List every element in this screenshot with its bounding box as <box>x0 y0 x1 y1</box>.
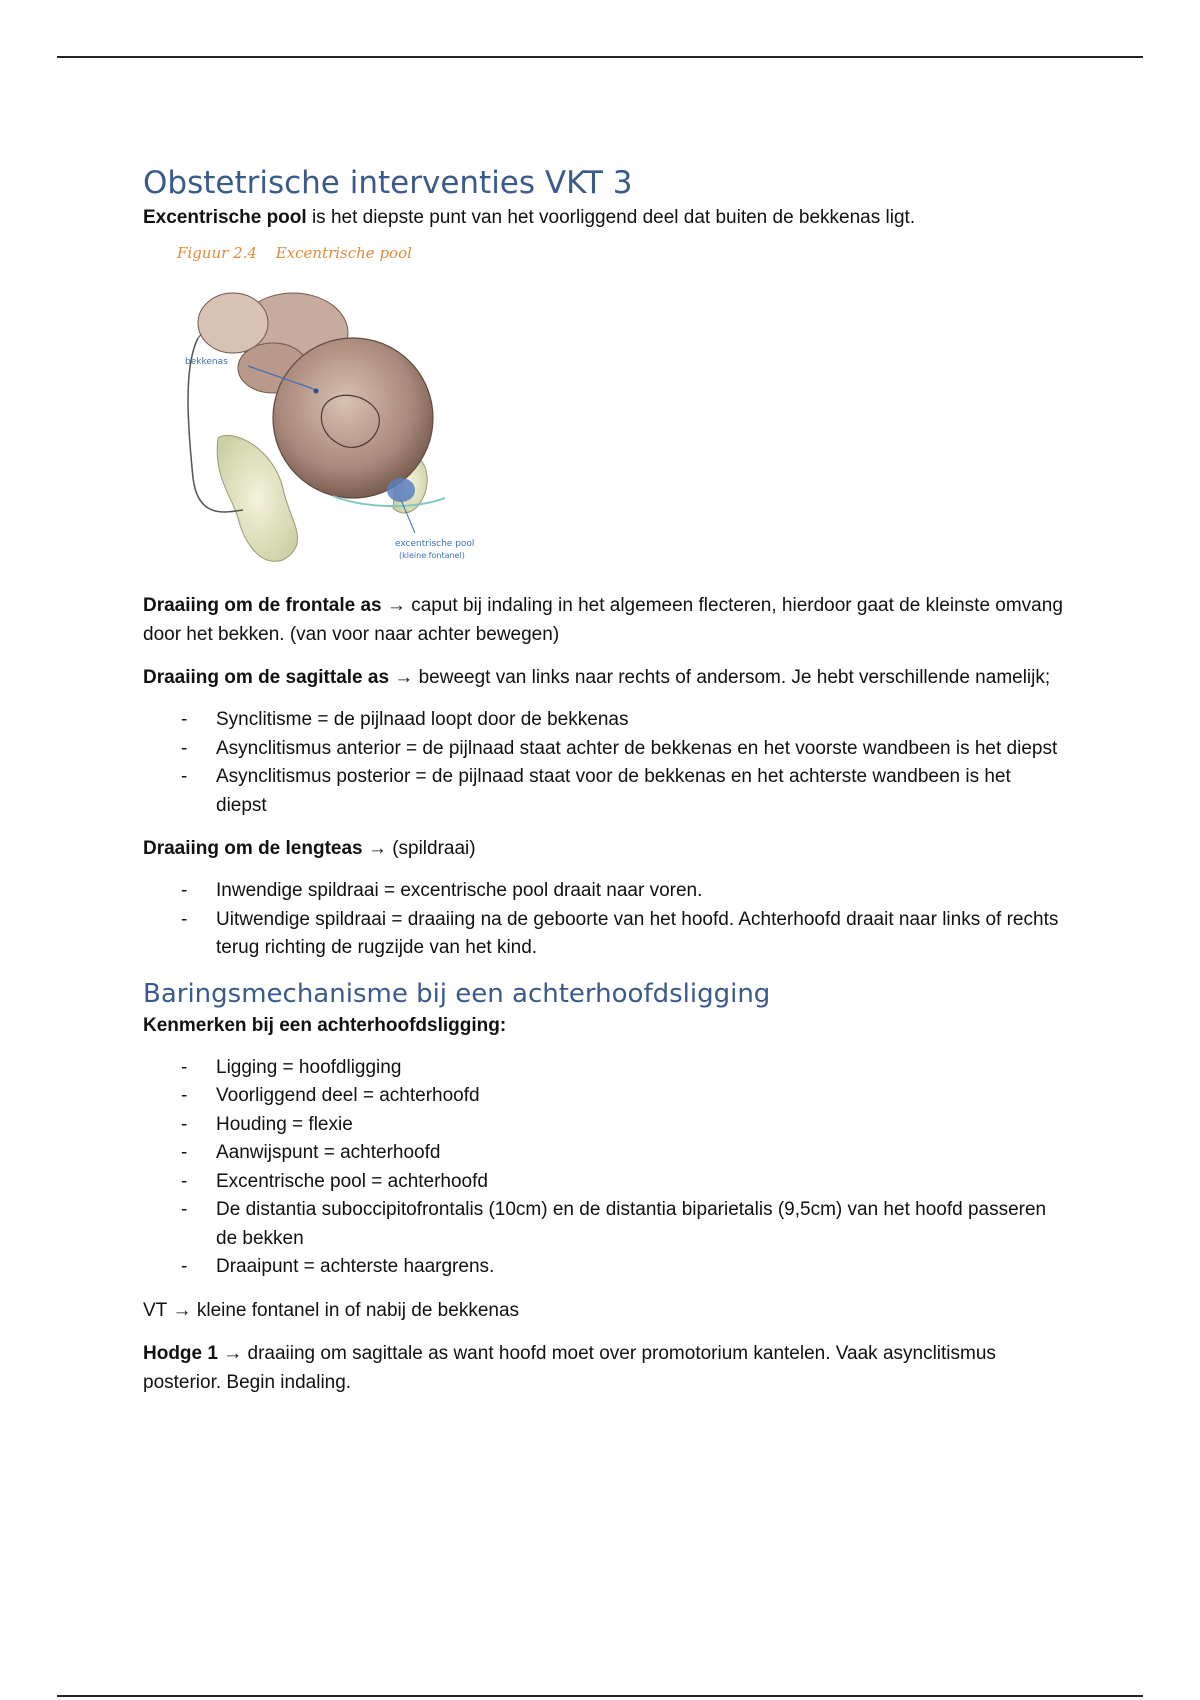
pelvis-illustration <box>163 278 475 578</box>
list-item <box>143 1111 1063 1140</box>
list-item <box>143 706 1063 735</box>
figure-caption-title: Excentrische pool <box>275 244 412 262</box>
term-sagittale-as: Draaiing om de sagittale as <box>143 667 390 688</box>
term-hodge: Hodge 1 <box>143 1342 218 1364</box>
list-item-text: Aanwijspunt = achterhoofd <box>216 1142 441 1163</box>
label-kleine-fontanel: (kleine fontanel) <box>399 551 465 560</box>
list-item-text: De distantia suboccipitofrontalis (10cm) en de distantia biparietalis (9,5cm) van het hoofd passeren de bekken <box>216 1199 1047 1249</box>
page-title: Obstetrische interventies VKT 3 <box>143 165 633 201</box>
dash-bullet: - <box>181 908 188 930</box>
dash-bullet: - <box>181 880 188 901</box>
list-item <box>143 763 1063 820</box>
paragraph-frontale-as <box>143 591 1063 649</box>
kenmerken-title <box>143 1011 1063 1040</box>
list-item-text: Synclitisme = de pijlnaad loopt door de bekkenas <box>216 709 629 730</box>
list-item <box>143 906 1063 963</box>
paragraph-hodge <box>143 1339 1063 1397</box>
dash-bullet: - <box>181 1085 188 1106</box>
list-item <box>143 735 1063 764</box>
list-item <box>143 1139 1063 1168</box>
footer-rule <box>57 1695 1143 1697</box>
arrow-icon: → <box>389 667 419 688</box>
list-item <box>143 1253 1063 1282</box>
dash-bullet: - <box>181 1256 188 1277</box>
document-body <box>143 163 1063 1397</box>
dash-bullet: - <box>181 1170 188 1192</box>
text-lengteas: (spildraai) <box>392 838 476 859</box>
section-heading: Baringsmechanisme bij een achterhoofdsligging <box>143 978 771 1009</box>
list-item <box>143 877 1063 906</box>
intro-paragraph <box>143 203 1063 232</box>
dash-bullet: - <box>181 709 188 730</box>
list-item-text: Asynclitismus posterior = de pijlnaad staat voor de bekkenas en het achterste wandbeen is het diepst <box>216 766 1011 816</box>
kenmerken-title-text: Kenmerken bij een achterhoofdsligging: <box>143 1014 507 1036</box>
dash-bullet: - <box>181 1199 188 1220</box>
figure-caption <box>177 244 426 262</box>
list-item-text: Draaipunt = achterste haargrens. <box>216 1256 495 1277</box>
list-item <box>143 1196 1063 1253</box>
paragraph-sagittale-as <box>143 663 1063 692</box>
arrow-icon: → <box>167 1299 197 1321</box>
paragraph-lengteas <box>143 834 1063 863</box>
list-item-text: Uitwendige spildraai = draaiing na de geboorte van het hoofd. Achterhoofd draait naar links of rechts terug richting de rugzijde van het kind. <box>216 908 1059 958</box>
label-excentrische-pool: excentrische pool <box>395 539 475 549</box>
list-item-text: Asynclitismus anterior = de pijlnaad staat achter de bekkenas en het voorste wandbeen is het diepst <box>216 737 1058 759</box>
figure-excentrische-pool <box>143 240 503 585</box>
intro-text: is het diepste punt van het voorliggend deel dat buiten de bekkenas ligt. <box>306 207 916 228</box>
dash-bullet: - <box>181 737 188 759</box>
term-vt: VT <box>143 1299 168 1321</box>
dash-bullet: - <box>181 1056 188 1078</box>
list-item <box>143 1168 1063 1197</box>
list-item-text: Excentrische pool = achterhoofd <box>216 1170 488 1192</box>
arrow-icon: → <box>362 838 393 859</box>
dash-bullet: - <box>181 766 188 787</box>
dash-bullet: - <box>181 1142 188 1163</box>
list-kenmerken <box>143 1054 1063 1282</box>
list-item-text: Ligging = hoofdligging <box>216 1056 402 1078</box>
figure-caption-number: Figuur 2.4 <box>177 244 257 262</box>
text-hodge: draaiing om sagittale as want hoofd moet over promotorium kantelen. Vaak asynclitismus posterior. Begin indaling. <box>143 1342 996 1393</box>
text-vt: kleine fontanel in of nabij de bekkenas <box>196 1299 520 1321</box>
label-bekkenas: bekkenas <box>185 357 228 367</box>
term-lengteas: Draaiing om de lengteas <box>143 838 363 859</box>
text-sagittale-as: beweegt van links naar rechts of andersom. Je hebt verschillende namelijk; <box>418 667 1051 688</box>
list-item-text: Houding = flexie <box>216 1113 353 1135</box>
paragraph-vt <box>143 1296 1063 1325</box>
term-frontale-as: Draaiing om de frontale as <box>143 595 382 616</box>
list-sagittale <box>143 706 1063 820</box>
intro-term: Excentrische pool <box>143 207 307 228</box>
list-item <box>143 1054 1063 1083</box>
header-rule <box>57 56 1143 58</box>
list-item-text: Voorliggend deel = achterhoofd <box>216 1085 480 1106</box>
list-item <box>143 1082 1063 1111</box>
dash-bullet: - <box>181 1113 188 1135</box>
text-frontale-as: caput bij indaling in het algemeen flecteren, hierdoor gaat de kleinste omvang door het bekken. (van voor naar achter bewegen) <box>143 595 1063 645</box>
arrow-icon: → <box>381 595 412 616</box>
list-lengteas <box>143 877 1063 963</box>
list-item-text: Inwendige spildraai = excentrische pool draait naar voren. <box>216 880 703 901</box>
arrow-icon: → <box>217 1342 248 1364</box>
